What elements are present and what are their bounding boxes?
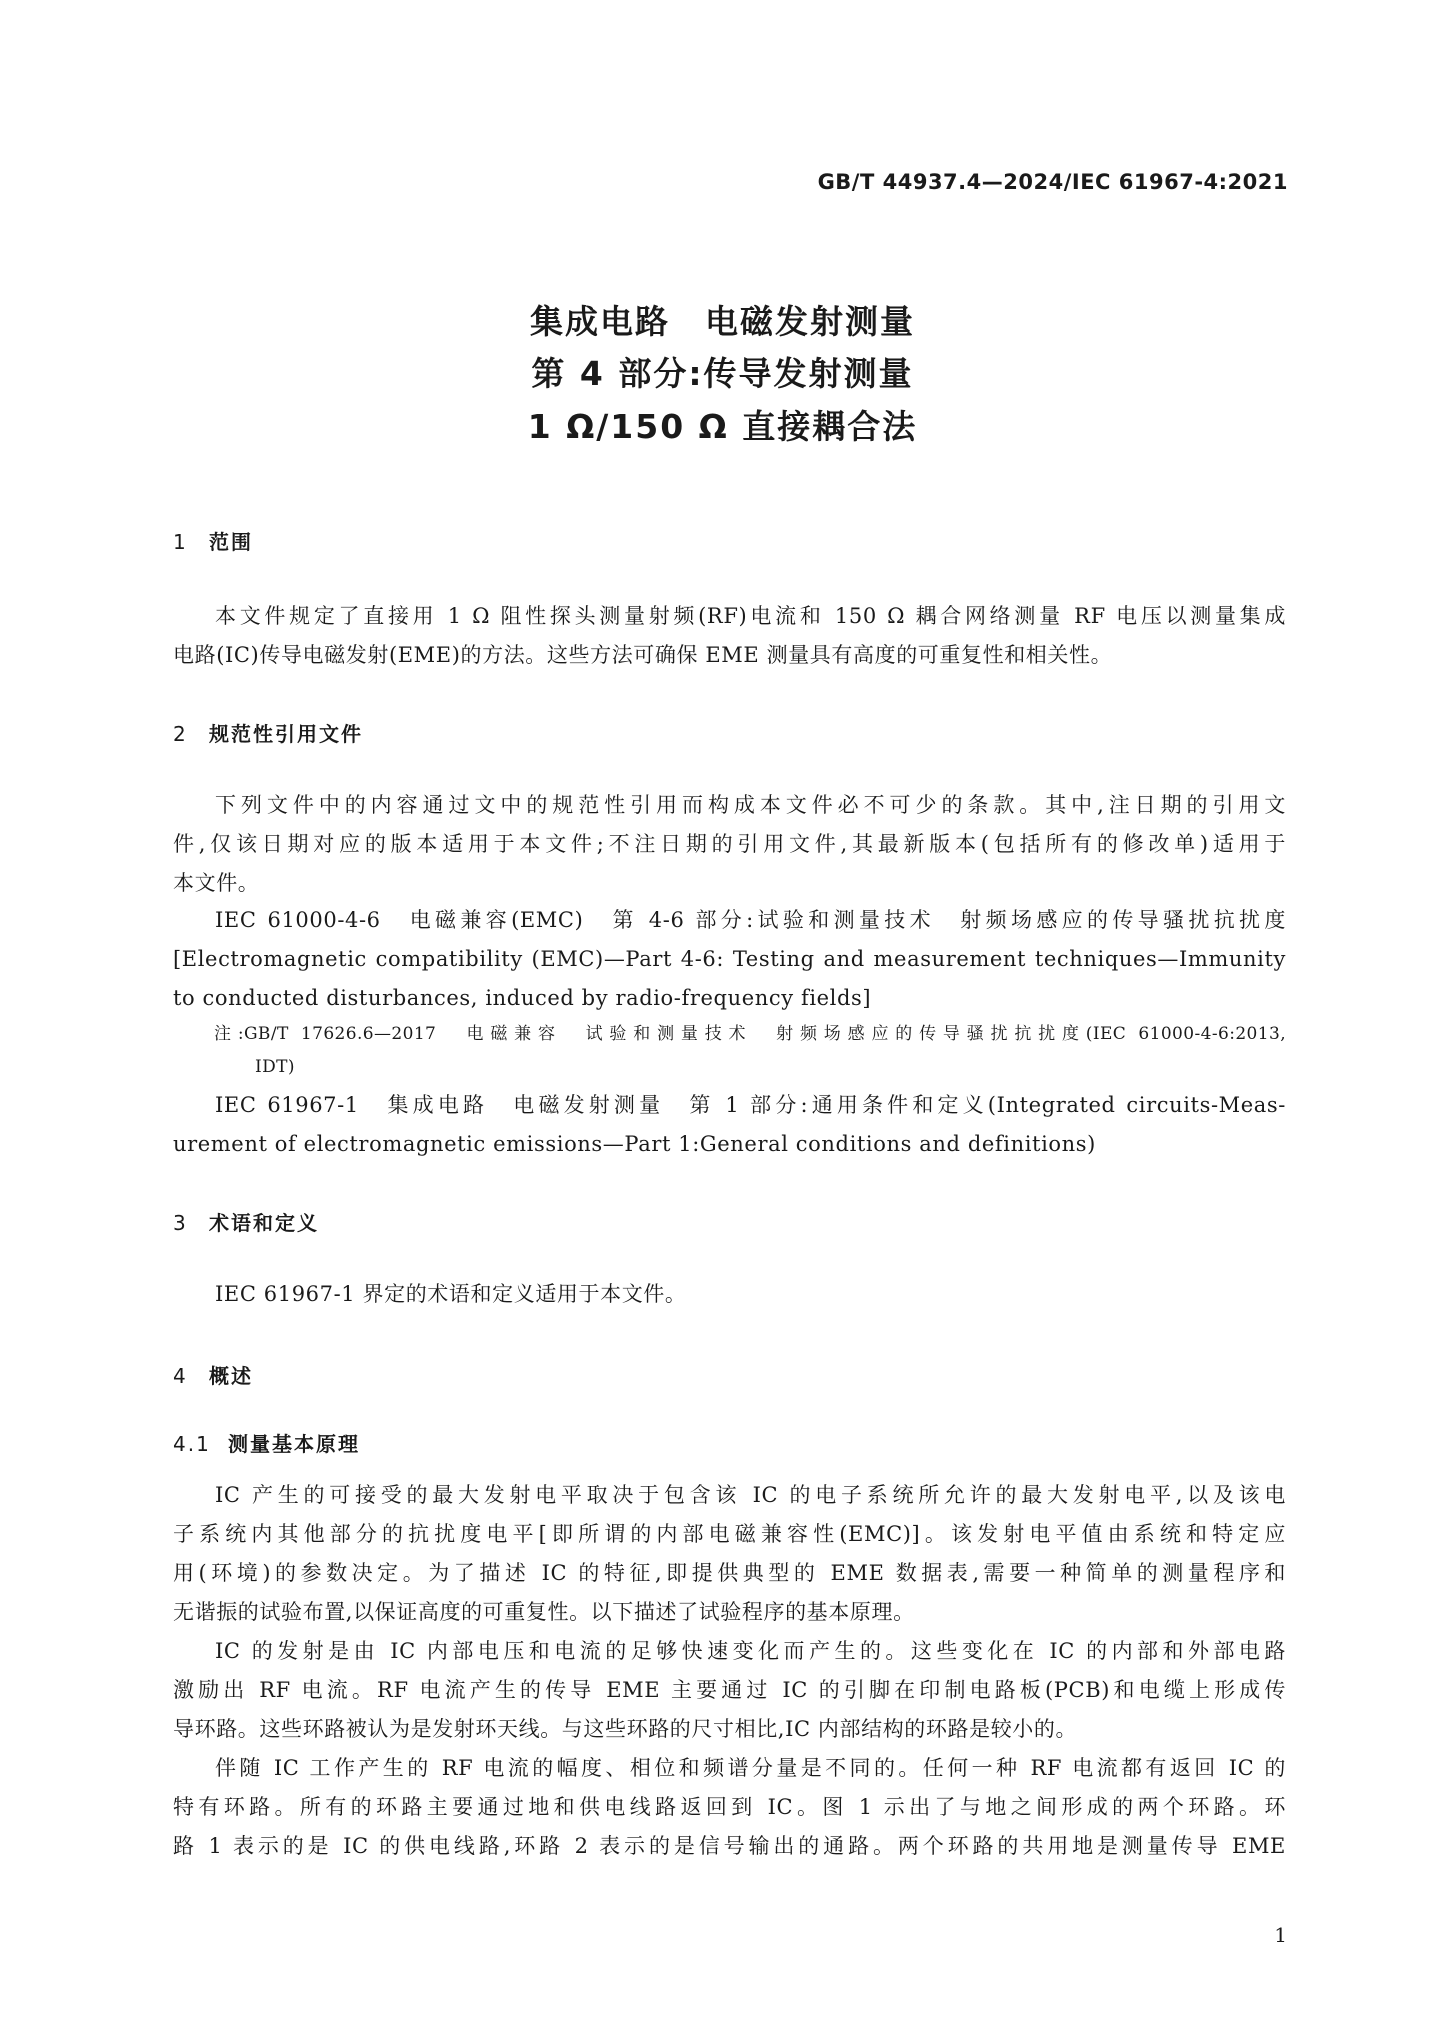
section-title: 术语和定义 [209,1211,319,1235]
text-line: 无谐振的试验布置,以保证高度的可重复性。以下描述了试验程序的基本原理。 [173,1600,915,1624]
section-2-heading [173,718,363,747]
text-line: urement of electromagnetic emissions—Part 1:General conditions and definitions) [173,1132,1096,1156]
note-line: 注:GB/T 17626.6—2017 电磁兼容 试验和测量技术 射频场感应的传导骚扰抗扰度(IEC 61000-4-6:2013, [214,1024,1286,1044]
text-line: to conducted disturbances, induced by radio-frequency fields] [173,986,872,1010]
text-line: IEC 61000-4-6 电磁兼容(EMC) 第 4-6 部分:试验和测量技术 射频场感应的传导骚扰抗扰度 [215,908,1286,932]
text-line: [Electromagnetic compatibility (EMC)—Part 4-6: Testing and measurement techniques—Immunity [173,947,1286,971]
section-title: 测量基本原理 [228,1432,360,1456]
text-line: IC 的发射是由 IC 内部电压和电流的足够快速变化而产生的。这些变化在 IC 的内部和外部电路 [215,1639,1286,1663]
note-line: IDT) [255,1057,295,1077]
section-1-heading [173,526,253,555]
text-line: 路 1 表示的是 IC 的供电线路,环路 2 表示的是信号输出的通路。两个环路的共用地是测量传导 EME [173,1834,1286,1858]
section-number: 2 [173,722,188,746]
text-line: 激励出 RF 电流。RF 电流产生的传导 EME 主要通过 IC 的引脚在印制电路板(PCB)和电缆上形成传 [173,1678,1286,1702]
text-line: 件,仅该日期对应的版本适用于本文件;不注日期的引用文件,其最新版本(包括所有的修改单)适用于 [173,832,1286,856]
text-line: IEC 61967-1 界定的术语和定义适用于本文件。 [215,1282,687,1306]
title-line-1: 集成电路 电磁发射测量 [530,302,915,341]
section-4-1-paragraph-1 [173,1476,1286,1632]
text-line: 伴随 IC 工作产生的 RF 电流的幅度、相位和频谱分量是不同的。任何一种 RF 电流都有返回 IC 的 [215,1756,1286,1780]
text-line: IC 产生的可接受的最大发射电平取决于包含该 IC 的电子系统所允许的最大发射电平,以及该电 [215,1483,1286,1507]
section-title: 规范性引用文件 [209,722,363,746]
text-line: 用(环境)的参数决定。为了描述 IC 的特征,即提供典型的 EME 数据表,需要一种简单的测量程序和 [173,1561,1286,1585]
section-4-1-heading [173,1428,360,1457]
text-line: 电路(IC)传导电磁发射(EME)的方法。这些方法可确保 EME 测量具有高度的可重复性和相关性。 [173,643,1113,667]
section-3-paragraph [173,1275,1286,1314]
section-number: 4 [173,1364,188,1388]
title-line-2: 第 4 部分:传导发射测量 [531,354,914,393]
text-line: 下列文件中的内容通过文中的规范性引用而构成本文件必不可少的条款。其中,注日期的引用文 [215,793,1286,817]
text-line: 子系统内其他部分的抗扰度电平[即所谓的内部电磁兼容性(EMC)]。该发射电平值由系统和特定应 [173,1522,1286,1546]
page-number: 1 [1274,1923,1287,1947]
title-line-3: 1 Ω/150 Ω 直接耦合法 [527,407,918,446]
reference-iec-61967-1 [173,1086,1286,1164]
section-3-heading [173,1207,319,1236]
reference-iec-61000-4-6 [173,901,1286,1018]
section-number: 1 [173,530,188,554]
text-line: 导环路。这些环路被认为是发射环天线。与这些环路的尺寸相比,IC 内部结构的环路是较小的。 [173,1717,1078,1741]
section-4-1-paragraph-2 [173,1632,1286,1749]
section-2-intro-paragraph [173,786,1286,903]
section-number: 4.1 [173,1432,211,1456]
text-line: IEC 61967-1 集成电路 电磁发射测量 第 1 部分:通用条件和定义(Integrated circuits-Meas- [215,1093,1286,1117]
section-title: 范围 [209,530,253,554]
section-title: 概述 [209,1364,253,1388]
text-line: 本文件规定了直接用 1 Ω 阻性探头测量射频(RF)电流和 150 Ω 耦合网络测量 RF 电压以测量集成 [215,604,1286,628]
section-4-heading [173,1360,253,1389]
reference-note [214,1018,1286,1084]
section-number: 3 [173,1211,188,1235]
text-line: 特有环路。所有的环路主要通过地和供电线路返回到 IC。图 1 示出了与地之间形成的两个环路。环 [173,1795,1286,1819]
section-4-1-paragraph-3 [173,1749,1286,1866]
section-1-paragraph [173,597,1286,675]
text-line: 本文件。 [173,871,260,895]
standard-code: GB/T 44937.4—2024/IEC 61967-4:2021 [817,170,1288,194]
